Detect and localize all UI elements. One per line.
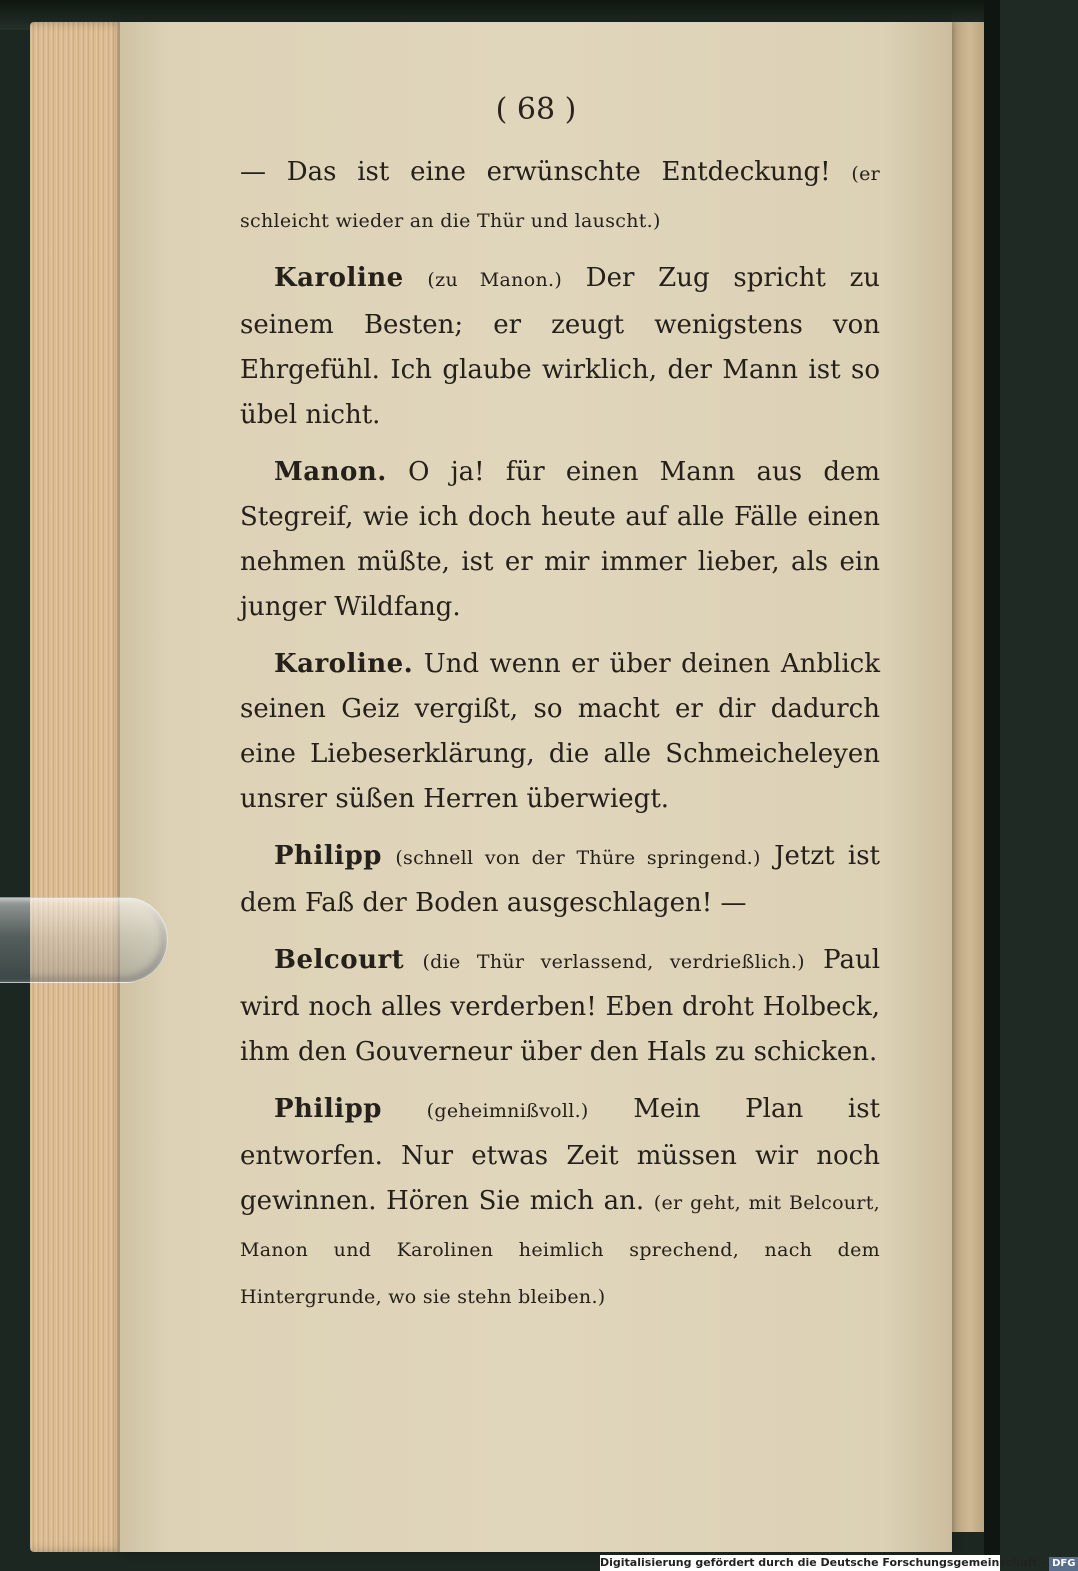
book-page [120,22,952,1552]
speaker-name: Karoline [274,263,404,293]
book-page-edges [30,22,130,1552]
stage-direction: (er schleicht wieder an die Thür und lauscht.) [240,163,880,232]
paragraph-4 [240,834,880,926]
speaker-name: Belcourt [274,945,405,975]
paragraph-text: — Das ist eine erwünschte Entdeckung! [240,157,831,187]
speaker-name: Manon. [274,457,387,487]
speaker-name: Philipp [274,841,382,871]
paragraph-text: Mein Plan ist entworfen. Nur etwas Zeit müssen wir noch gewinnen. Hören Sie mich an. [240,1094,881,1216]
paragraph-text: Paul wird noch alles verderben! Eben droht Holbeck, ihm den Gouverneur über den Hals zu schicken. [240,945,881,1067]
paragraph-3 [240,642,880,822]
credit-text: Digitalisierung gefördert durch die Deutsche Forschungsgemeinschaft - [600,1556,1047,1569]
glass-page-clip [0,897,168,983]
paragraph-text: Und wenn er über deinen Anblick seinen Geiz vergißt, so macht er dir dadurch eine Liebeserklärung, die alle Schmeicheleyen unsrer süßen Herren überwiegt. [240,649,880,814]
stage-direction: (die Thür verlassend, verdrießlich.) [422,951,805,973]
digitization-credit [600,1555,1076,1571]
stage-direction: (zu Manon.) [427,269,563,291]
speaker-name: Philipp [274,1094,382,1124]
dfg-logo: DFG [1049,1557,1078,1571]
paragraph-text: Der Zug spricht zu seinem Besten; er zeugt wenigstens von Ehrgefühl. Ich glaube wirklich, der Mann ist so übel nicht. [240,263,881,430]
page-number: ( 68 ) [495,92,577,127]
speaker-name: Karoline. [274,649,414,679]
page-text [240,150,880,1332]
paragraph-6 [240,1087,880,1320]
stage-direction: (schnell von der Thüre springend.) [395,847,761,869]
paragraph-text: O ja! für einen Mann aus dem Stegreif, wie ich doch heute auf alle Fälle einen nehmen müßte, ist er mir immer lieber, als ein junger Wildfang. [240,457,880,622]
paragraph-5 [240,938,880,1075]
scanner-frame-right [984,0,1000,1571]
stage-direction: (er geht, mit Belcourt, Manon und Karolinen heimlich sprechend, nach dem Hintergrunde, wo sie stehn bleiben.) [240,1192,881,1308]
paragraph-0 [240,150,880,244]
paragraph-1 [240,256,880,438]
stage-direction: (geheimnißvoll.) [426,1100,589,1122]
paragraph-text: Jetzt ist dem Faß der Boden ausgeschlagen! — [240,841,880,918]
paragraph-2 [240,450,880,630]
